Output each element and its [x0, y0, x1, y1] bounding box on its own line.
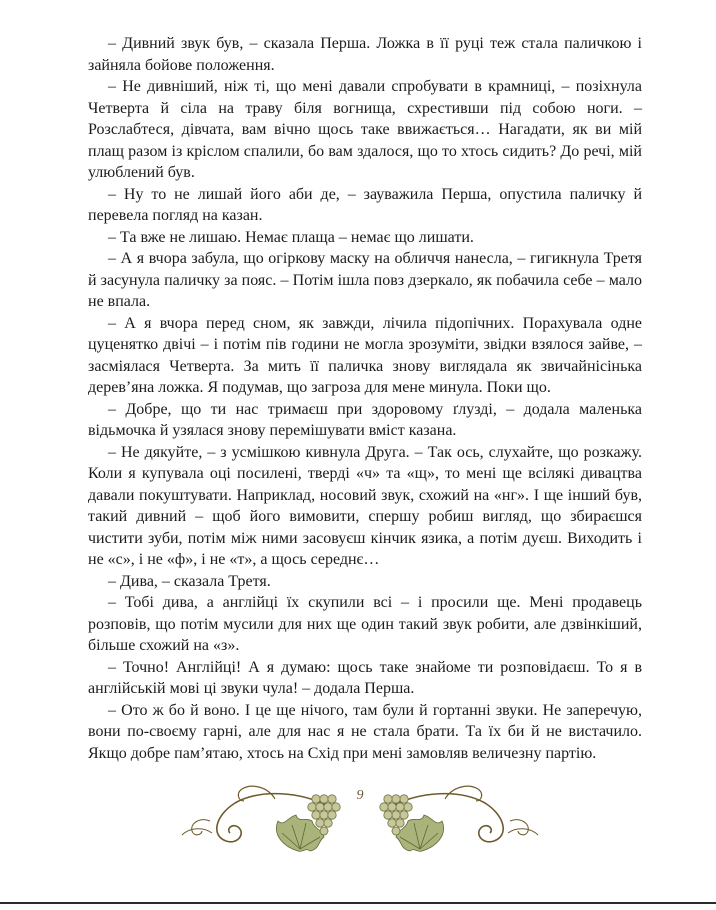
paragraph: – Точно! Англійці! А я думаю: щось таке знайоме ти розповідаєш. То я в англійській мові ці звуки чула! – додала Перша. — [88, 658, 642, 697]
bottom-divider — [0, 902, 716, 904]
page-number: 9 — [356, 788, 364, 803]
paragraph: – Не дякуйте, – з усмішкою кивнула Друга. – Так ось, слухайте, що розкажу. Коли я купувала оці посилені, тверді «ч» та «щ», то мені ще всілякі дивацтва давали покуштувати. Наприклад, носовий звук, схожий на «нг». І ще інший був, такий дивний – щоб його вимовити, спершу робиш вигляд, що збираєшся чистити зуби, потім між ними засовуєш кінчик язика, а потім дуєш. Виходить і не «с», і не «ф», і не «т», а щось середнє… — [88, 443, 642, 568]
ornament-left-half — [182, 786, 340, 851]
paragraph: – Тобі дива, а англійці їх скупили всі – і просили ще. Мені продавець розповів, що потім мусили для них ще один такий звук робити, але дзвінкіший, більше схожий на «з». — [88, 594, 642, 654]
paragraph: – А я вчора забула, що огіркову маску на обличчя нанесла, – гигикнула Третя й засунула паличку за пояс. – Потім ішла повз дзеркало, як побачила себе – мало не впала. — [88, 250, 642, 310]
paragraph: – Не дивніший, ніж ті, що мені давали спробувати в крамниці, – позіхнула Четверта й сіла на траву біля вогнища, схрестивши під собою ноги. – Розслабтеся, дівчата, вам вічно щось таке ввижається… Нагадати, як ви мій плащ разом із кріслом спалили, бо вам здалося, що то хтось сидить? До речі, мій улюблений був. — [88, 78, 642, 181]
paragraph: – Та вже не лишаю. Немає плаща – немає що лишати. — [108, 228, 474, 246]
body-text — [88, 33, 642, 764]
paragraph: – А я вчора перед сном, як завжди, лічила підопічних. Порахувала одне цуценятко двічі – і потім пів години не могла зрозуміти, звідки взялося зайве, – засміялася Четверта. За мить її паличка знову виглядала як звичайнісінька дерев’яна ложка. Я подумав, що загроза для мене минула. Поки що. — [88, 314, 642, 396]
paragraph: – Ну то не лишай його аби де, – зауважила Перша, опустила паличку й перевела погляд на казан. — [88, 185, 642, 224]
paragraph: – Добре, що ти нас тримаєш при здоровому ґлузді, – додала маленька відьмочка й узялася знову перемішувати вміст казана. — [88, 400, 642, 439]
paragraph: – Дивний звук був, – сказала Перша. Ложка в її руці теж стала паличкою і зайняла бойове положення. — [88, 35, 642, 74]
paragraph: – Ото ж бо й воно. І це ще нічого, там були й гортанні звуки. Не заперечую, вони по-своєму гарні, але для нас я не стала брати. Та їх би й не вистачило. Якщо добре пам’ятаю, хтось на Схід при мені замовляв величезну партію. — [88, 701, 642, 762]
ornament-right-half — [380, 786, 538, 851]
paragraph: – Дива, – сказала Третя. — [108, 572, 271, 590]
